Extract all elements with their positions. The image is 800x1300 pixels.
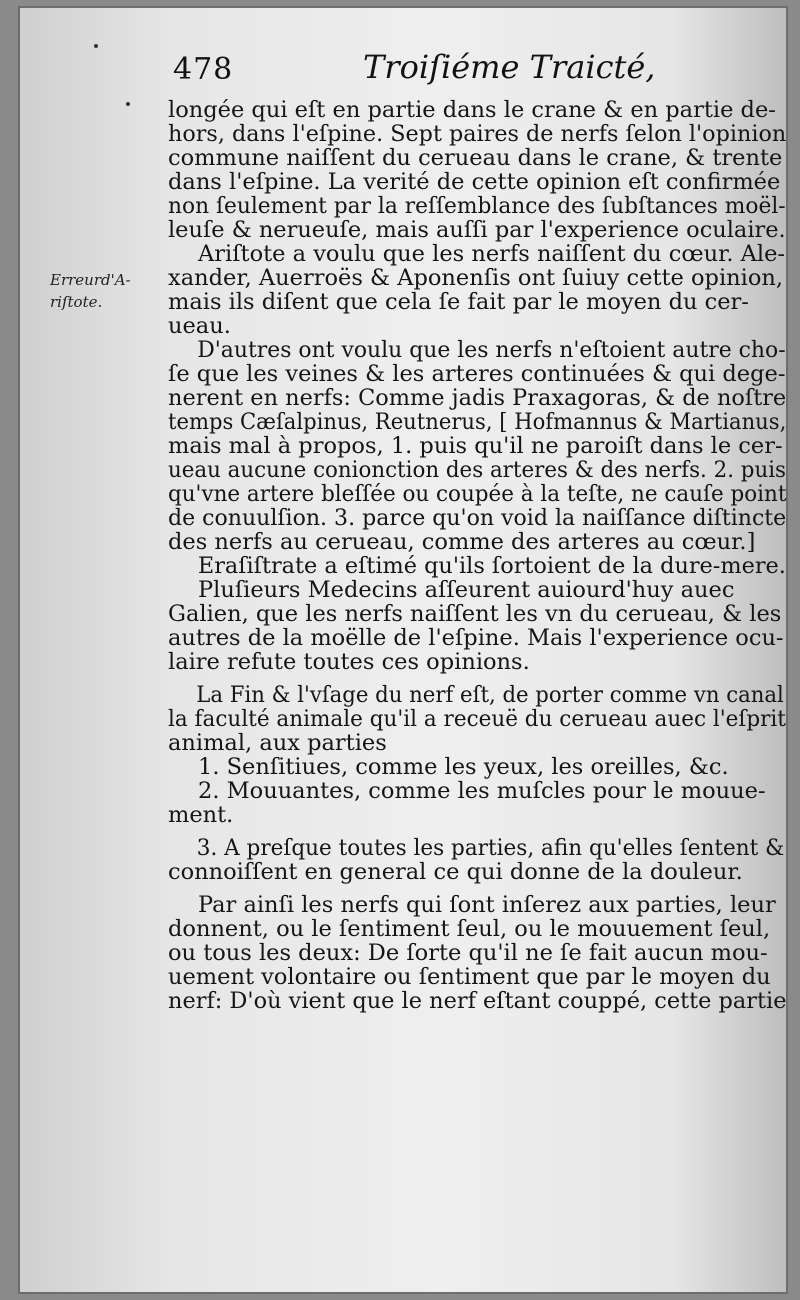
text-line: Par ainſi les nerfs qui ſont inſerez aux parties, leur <box>198 892 776 918</box>
text-line: dans l'eſpine. La verité de cette opinion eſt confirmée <box>168 169 781 195</box>
text-line: La Fin & l'vſage du nerf eſt, de porter comme vn canal <box>196 682 784 708</box>
text-line: longée qui eſt en partie dans le crane & en partie de- <box>168 97 776 123</box>
text-line: nerent en nerfs: Comme jadis Praxagoras, & de noſtre <box>168 385 787 411</box>
text-line: la faculté animale qu'il a receuë du cerueau auec l'eſprit <box>168 706 786 732</box>
text-line: de conuulſion. 3. parce qu'on void la naiſſance diſtincte <box>168 505 787 531</box>
text-line: laire refute toutes ces opinions. <box>168 649 530 675</box>
text-line: 2. Mouuantes, comme les muſcles pour le mouue- <box>198 778 766 804</box>
text-line: ueau aucune conionction des arteres & des nerfs. 2. puis <box>168 457 787 483</box>
text-line: animal, aux parties <box>168 730 387 756</box>
text-line: 3. A preſque toutes les parties, afin qu'elles ſentent & <box>196 835 785 861</box>
margin-dot <box>94 44 98 48</box>
text-line: autres de la moëlle de l'eſpine. Mais l'experience ocu- <box>168 625 784 651</box>
text-line: connoiſſent en general ce qui donne de la douleur. <box>168 859 743 885</box>
text-line: non ſeulement par la reſſemblance des ſubſtances moël- <box>168 193 786 219</box>
text-line: Pluſieurs Medecins aſſeurent auiourd'huy auec <box>198 577 735 603</box>
text-line: Galien, que les nerfs naiſſent les vn du cerueau, & les <box>168 601 782 627</box>
running-head: Troiſiéme Traicté, <box>363 48 656 86</box>
page-number: 478 <box>173 52 234 87</box>
text-line: uement volontaire ou ſentiment que par le moyen du <box>168 964 771 990</box>
margin-dot <box>126 102 130 106</box>
book-page <box>18 6 788 1294</box>
marginal-note <box>50 269 131 313</box>
text-line: Ariſtote a voulu que les nerfs naiſſent du cœur. Ale- <box>198 241 786 267</box>
text-line: 1. Senſitiues, comme les yeux, les oreilles, &c. <box>198 754 729 780</box>
text-line: ſe que les veines & les arteres continuées & qui dege- <box>168 361 786 387</box>
body-text <box>168 98 793 1013</box>
text-line: mais mal à propos, 1. puis qu'il ne paroiſt dans le cer- <box>168 433 783 459</box>
text-line: mais ils diſent que cela ſe fait par le moyen du cer- <box>168 289 749 315</box>
marginal-note-line: Erreurd'A- <box>50 271 131 289</box>
page-header <box>173 48 656 90</box>
text-line: leuſe & nerueuſe, mais auſſi par l'experience oculaire. <box>168 217 786 243</box>
text-line: ment. <box>168 802 234 828</box>
marginal-note-line: riſtote. <box>50 293 103 311</box>
text-line: donnent, ou le ſentiment ſeul, ou le mouuement ſeul, <box>168 916 771 942</box>
text-line: commune naiſſent du cerueau dans le crane, & trente <box>168 145 783 171</box>
text-line: D'autres ont voulu que les nerfs n'eſtoient autre cho- <box>197 337 786 363</box>
text-line: ueau. <box>168 313 231 339</box>
text-line: des nerfs au cerueau, comme des arteres au cœur.] <box>168 529 756 555</box>
text-line: temps Cæſalpinus, Reutnerus, [ Hofmannus & Martianus, <box>168 409 787 435</box>
text-line: hors, dans l'eſpine. Sept paires de nerfs ſelon l'opinion <box>168 121 787 147</box>
text-line: xander, Auerroës & Aponenſis ont ſuiuy cette opinion, <box>168 265 784 291</box>
text-line: Eraſiſtrate a eſtimé qu'ils ſortoient de la dure-mere. <box>197 553 786 579</box>
text-line: qu'vne artere bleſſée ou coupée à la teſte, ne cauſe point <box>168 481 787 507</box>
text-line: ou tous les deux: De ſorte qu'il ne ſe fait aucun mou- <box>168 940 768 966</box>
text-line: nerf: D'où vient que le nerf eſtant couppé, cette partie <box>168 988 787 1014</box>
